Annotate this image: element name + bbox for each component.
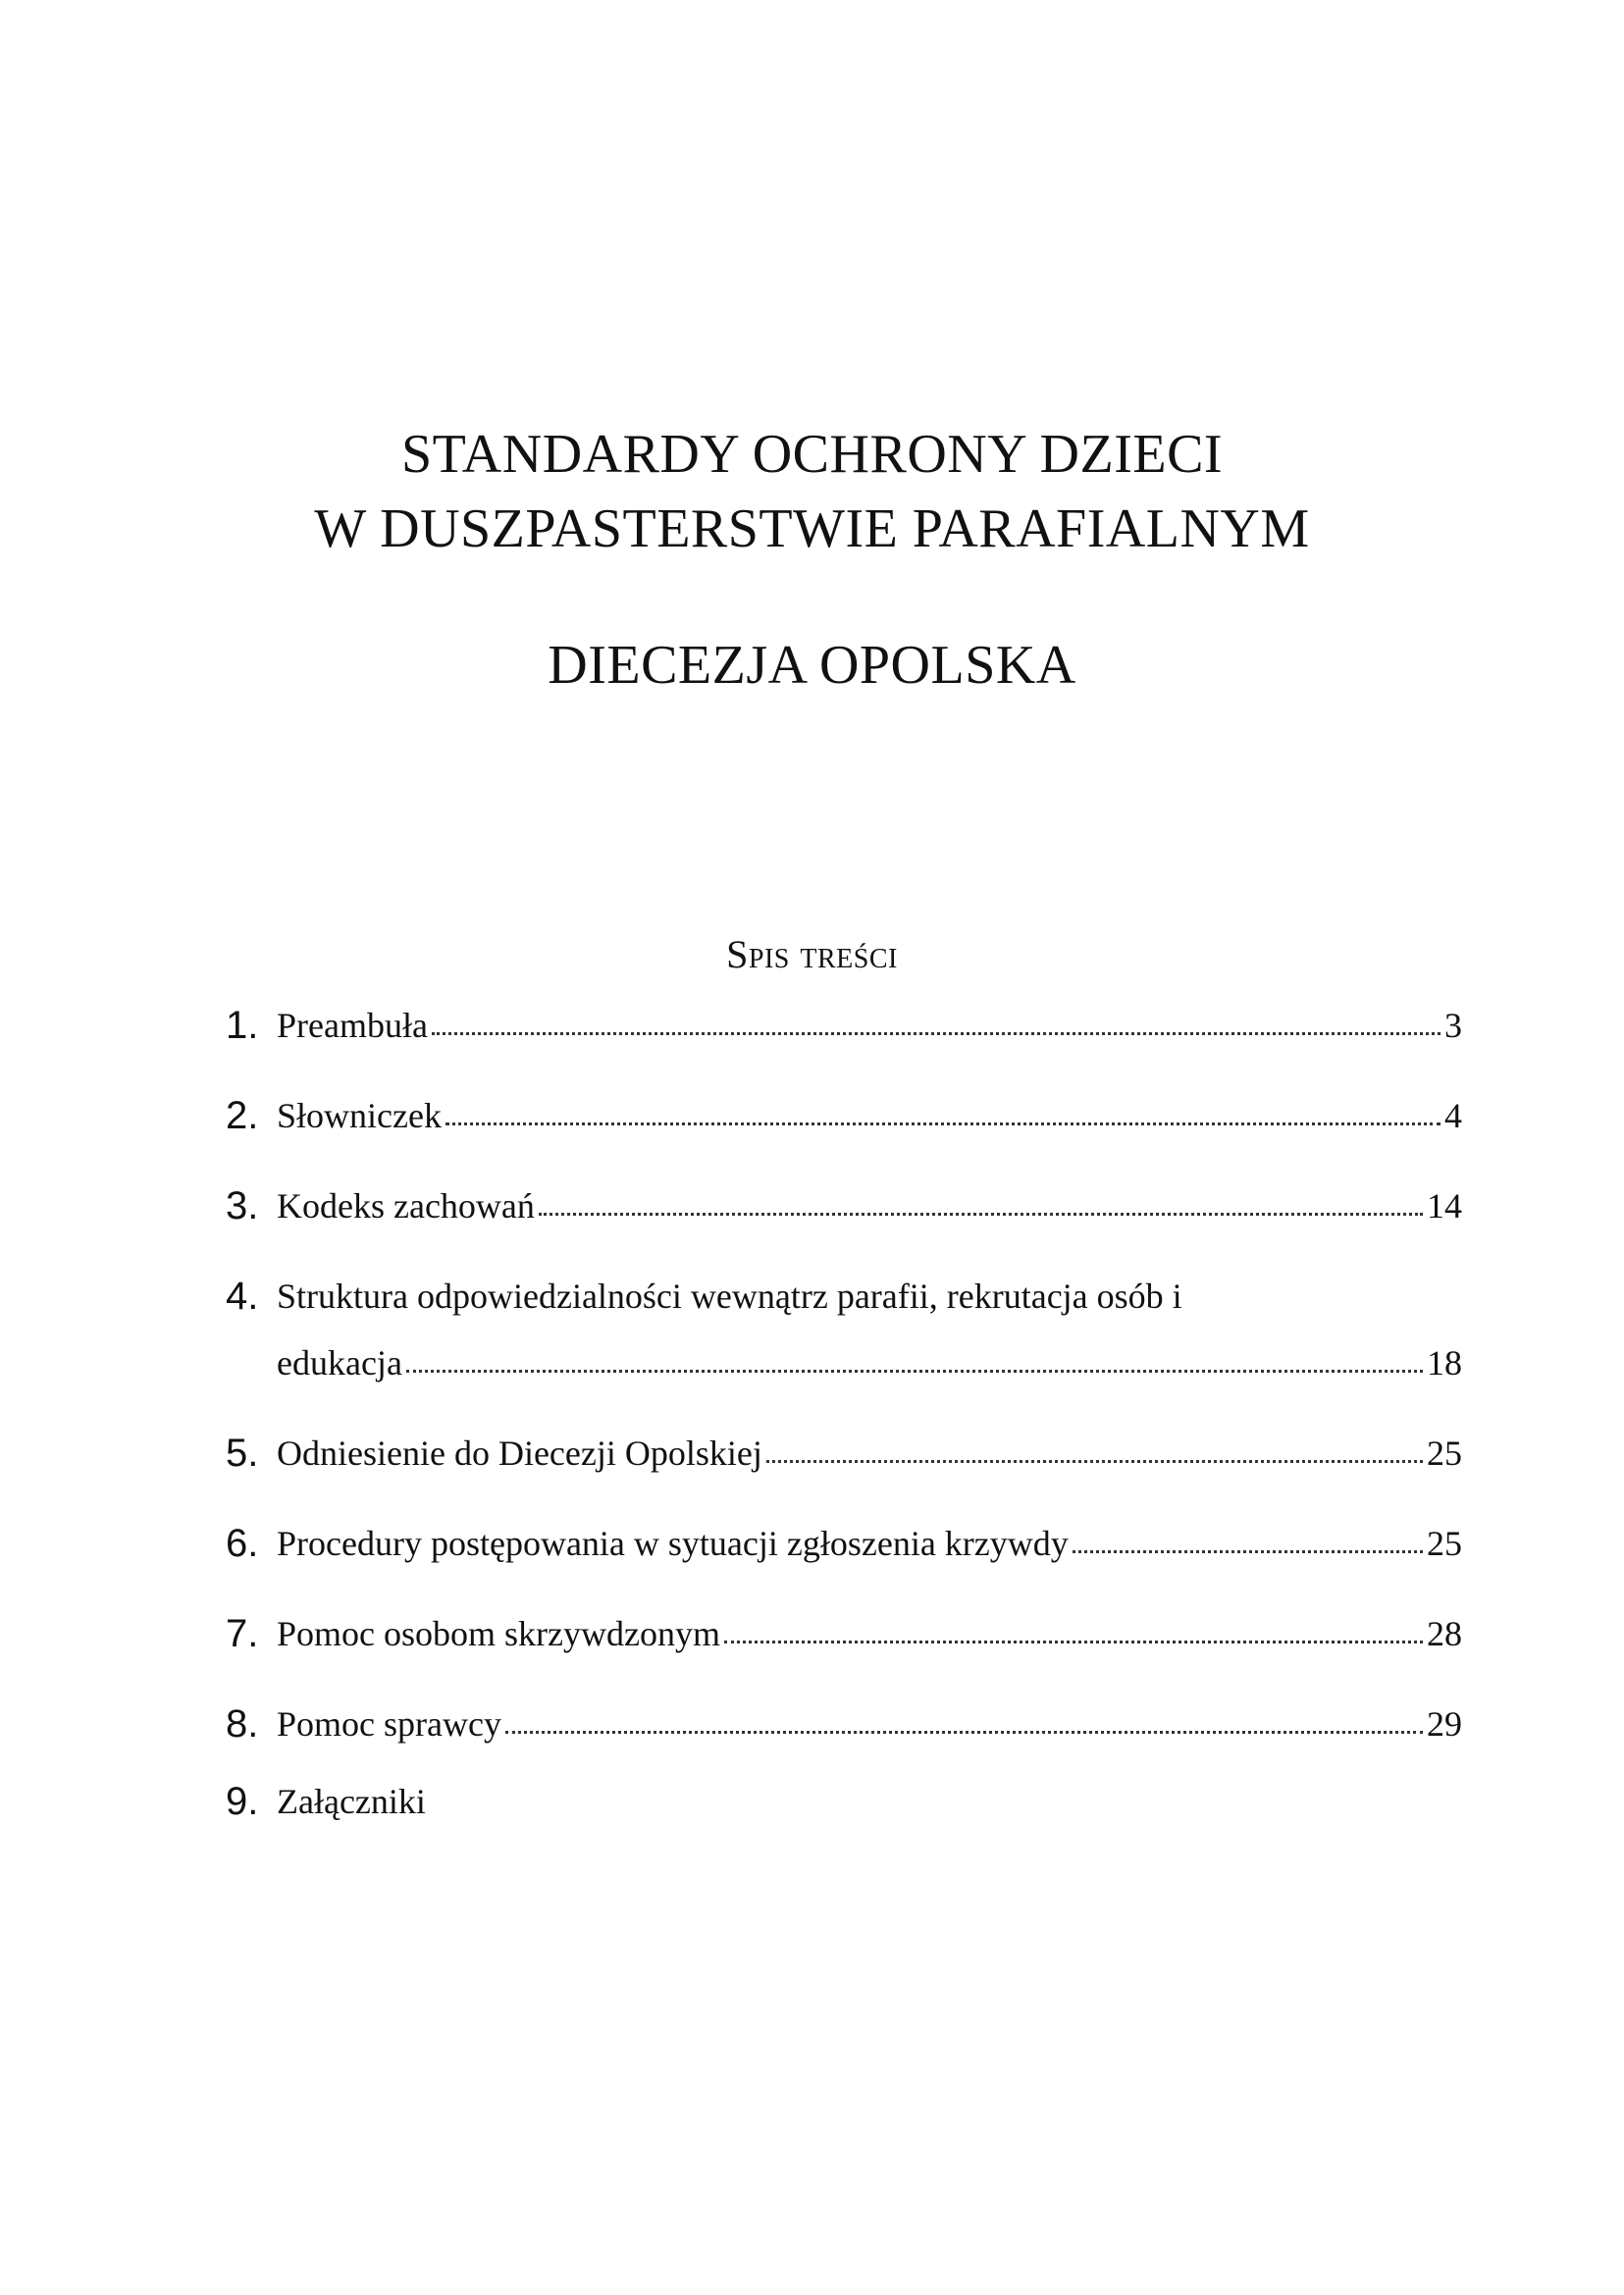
toc-page-number: 28 xyxy=(1427,1614,1462,1653)
dot-leader xyxy=(445,1122,1441,1125)
document-title xyxy=(0,417,1624,566)
toc-number: 4. xyxy=(226,1275,259,1318)
toc-entry-procedury[interactable] xyxy=(226,1514,1462,1573)
dot-leader xyxy=(539,1213,1423,1216)
toc-entry-kodeks[interactable] xyxy=(226,1176,1462,1235)
toc-title: Pomoc osobom skrzywdzonym xyxy=(277,1614,720,1653)
toc-title: Procedury postępowania w sytuacji zgłoszenia krzywdy xyxy=(277,1524,1069,1563)
toc-number: 6. xyxy=(226,1522,259,1565)
toc-page-number: 3 xyxy=(1444,1006,1462,1045)
toc-heading: Spis treści xyxy=(726,932,898,976)
dot-leader xyxy=(406,1370,1423,1373)
toc-title: Preambuła xyxy=(277,1006,428,1045)
toc-page-number: 29 xyxy=(1427,1704,1462,1744)
toc-entry-zalaczniki[interactable] xyxy=(226,1772,1462,1831)
toc-page-number: 18 xyxy=(1427,1343,1462,1382)
dot-leader xyxy=(1073,1550,1423,1553)
dot-leader xyxy=(724,1641,1423,1643)
dot-leader xyxy=(766,1460,1423,1463)
toc-page-number: 14 xyxy=(1427,1186,1462,1226)
toc-number: 2. xyxy=(226,1094,259,1137)
toc-title: Słowniczek xyxy=(277,1096,442,1135)
toc-number: 7. xyxy=(226,1612,259,1655)
diocese-title xyxy=(0,628,1624,703)
toc-page-number: 25 xyxy=(1427,1434,1462,1473)
diocese-name: DIECEZJA OPOLSKA xyxy=(548,635,1076,696)
toc-number: 9. xyxy=(226,1780,259,1823)
toc-number: 5. xyxy=(226,1432,259,1475)
toc-title: Odniesienie do Diecezji Opolskiej xyxy=(277,1434,762,1473)
toc-title-continued: edukacja xyxy=(277,1343,402,1382)
toc-entry-pomoc-skrzywdzonym[interactable] xyxy=(226,1604,1462,1663)
toc-number: 3. xyxy=(226,1184,259,1227)
toc-page-number: 4 xyxy=(1444,1096,1462,1135)
toc-number: 8. xyxy=(226,1702,259,1746)
title-line-2: W DUSZPASTERSTWIE PARAFIALNYM xyxy=(314,498,1310,559)
toc-title: Pomoc sprawcy xyxy=(277,1704,501,1744)
toc-title: Struktura odpowiedzialności wewnątrz parafii, rekrutacja osób i xyxy=(277,1277,1182,1316)
toc-entry-odniesienie[interactable] xyxy=(226,1424,1462,1483)
toc-title: Kodeks zachowań xyxy=(277,1186,535,1226)
toc-number: 1. xyxy=(226,1004,259,1047)
toc-entry-slowniczek[interactable] xyxy=(226,1086,1462,1145)
dot-leader xyxy=(505,1731,1423,1734)
toc-title: Załączniki xyxy=(277,1782,426,1821)
toc-entry-pomoc-sprawcy[interactable] xyxy=(226,1695,1462,1753)
toc-entry-struktura[interactable] xyxy=(226,1267,1462,1392)
title-line-1: STANDARDY OCHRONY DZIECI xyxy=(400,424,1224,485)
toc-page-number: 25 xyxy=(1427,1524,1462,1563)
toc-entry-preambula[interactable] xyxy=(226,996,1462,1055)
dot-leader xyxy=(432,1032,1441,1035)
